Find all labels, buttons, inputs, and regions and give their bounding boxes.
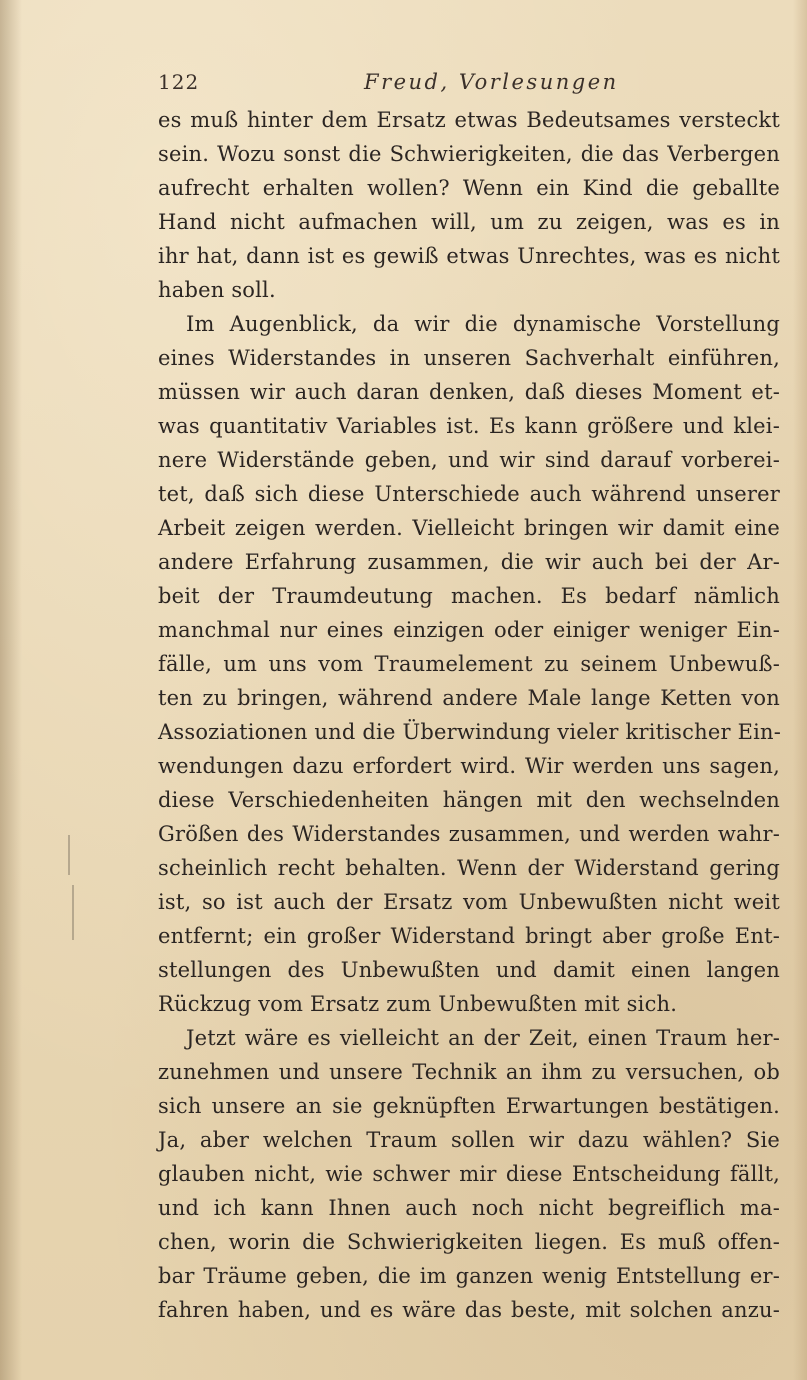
text-line: und ich kann Ihnen auch noch nicht begreiflich ma-	[158, 1196, 780, 1220]
text-line: fahren haben, und es wäre das beste, mit solchen anzu-	[158, 1298, 780, 1322]
text-line: zunehmen und unsere Technik an ihm zu versuchen, ob	[158, 1060, 780, 1084]
text-line: bar Träume geben, die im ganzen wenig Entstellung er-	[158, 1264, 780, 1288]
text-line: es muß hinter dem Ersatz etwas Bedeutsames versteckt	[158, 108, 780, 132]
text-line: Arbeit zeigen werden. Vielleicht bringen wir damit eine	[158, 516, 780, 540]
binding-shadow	[0, 0, 22, 1380]
text-line: glauben nicht, wie schwer mir diese Entscheidung fällt,	[158, 1162, 780, 1186]
text-line: Hand nicht aufmachen will, um zu zeigen, was es in	[158, 210, 780, 234]
page-header	[158, 70, 778, 96]
page-number: 122	[158, 70, 200, 94]
text-line: nere Widerstände geben, und wir sind darauf vorberei-	[158, 448, 780, 472]
text-line: haben soll.	[158, 278, 276, 302]
text-line: tet, daß sich diese Unterschiede auch während unserer	[158, 482, 780, 506]
text-line: entfernt; ein großer Widerstand bringt aber große Ent-	[158, 924, 780, 948]
text-line: chen, worin die Schwierigkeiten liegen. Es muß offen-	[158, 1230, 780, 1254]
text-line: ist, so ist auch der Ersatz vom Unbewußten nicht weit	[158, 890, 780, 914]
text-line: fälle, um uns vom Traumelement zu seinem Unbewuß-	[158, 652, 780, 676]
text-line: was quantitativ Variables ist. Es kann größere und klei-	[158, 414, 780, 438]
text-line: Größen des Widerstandes zusammen, und werden wahr-	[158, 822, 780, 846]
margin-pencil-marks	[68, 835, 98, 945]
text-line: diese Verschiedenheiten hängen mit den wechselnden	[158, 788, 780, 812]
page-edge-shadow	[793, 0, 807, 1380]
text-line: beit der Traumdeutung machen. Es bedarf nämlich	[158, 584, 780, 608]
text-line: wendungen dazu erfordert wird. Wir werden uns sagen,	[158, 754, 780, 778]
text-line: Rückzug vom Ersatz zum Unbewußten mit sich.	[158, 992, 678, 1016]
body-text	[158, 103, 780, 1327]
paragraph-first-line: Im Augenblick, da wir die dynamische Vorstellung	[186, 312, 780, 336]
text-line: aufrecht erhalten wollen? Wenn ein Kind die geballte	[158, 176, 780, 200]
text-line: Assoziationen und die Überwindung vieler kritischer Ein-	[158, 720, 782, 744]
text-line: andere Erfahrung zusammen, die wir auch bei der Ar-	[158, 550, 780, 574]
text-line: müssen wir auch daran denken, daß dieses Moment et-	[158, 380, 780, 404]
text-line: manchmal nur eines einzigen oder einiger weniger Ein-	[158, 618, 780, 642]
text-line: ihr hat, dann ist es gewiß etwas Unrechtes, was es nicht	[158, 244, 780, 268]
paragraph-first-line: Jetzt wäre es vielleicht an der Zeit, einen Traum her-	[186, 1026, 780, 1050]
text-line: sich unsere an sie geknüpften Erwartungen bestätigen.	[158, 1094, 780, 1118]
text-line: sein. Wozu sonst die Schwierigkeiten, die das Verbergen	[158, 142, 780, 166]
text-line: scheinlich recht behalten. Wenn der Widerstand gering	[158, 856, 780, 880]
text-line: Ja, aber welchen Traum sollen wir dazu wählen? Sie	[158, 1128, 780, 1152]
text-line: ten zu bringen, während andere Male lange Ketten von	[158, 686, 780, 710]
text-line: eines Widerstandes in unseren Sachverhalt einführen,	[158, 346, 780, 370]
running-head: Freud, Vorlesungen	[364, 70, 619, 94]
text-line: stellungen des Unbewußten und damit einen langen	[158, 958, 780, 982]
